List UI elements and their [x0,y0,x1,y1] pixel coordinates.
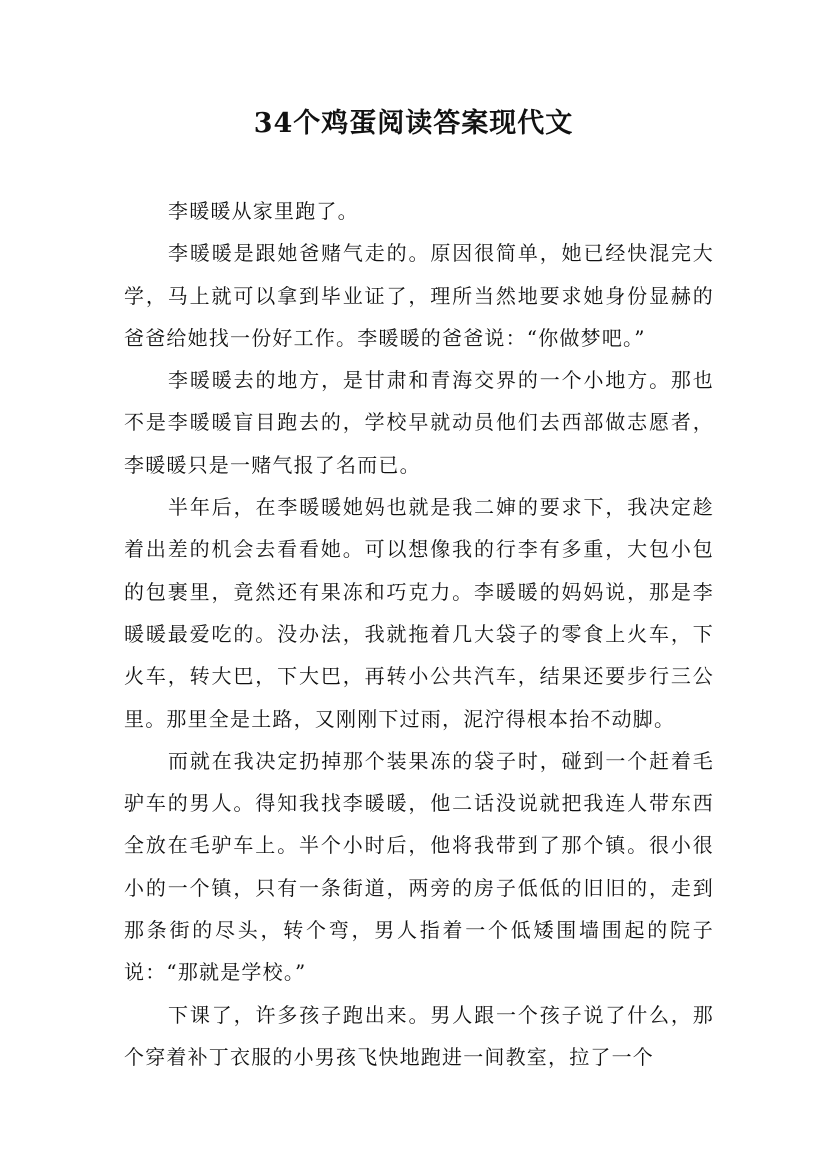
paragraph: 李暖暖从家里跑了。 [168,199,359,223]
paragraph: 半年后，在李暖暖她妈也就是我二婶的要求下，我决定趁着出差的机会去看看她。可以想像我的行李有多重，大包小包的包裹里，竟然还有果冻和巧克力。李暖暖的妈妈说，那是李暖暖最爱吃的。没办法，我就拖着几大袋子的零食上火车，下火车，转大巴，下大巴，再转小公共汽车，结果还要步行三公里。那里全是土路，又刚刚下过雨，泥泞得根本抬不动脚。 [124,495,714,731]
paragraph: 而就在我决定扔掉那个装果冻的袋子时，碰到一个赶着毛驴车的男人。得知我找李暖暖，他二话没说就把我连人带东西全放在毛驴车上。半个小时后，他将我带到了那个镇。很小很小的一个镇，只有一条街道，两旁的房子低低的旧旧的，走到那条街的尽头，转个弯，男人指着一个低矮围墙围起的院子说：“那就是学校。” [124,748,714,985]
paragraph: 下课了，许多孩子跑出来。男人跟一个孩子说了什么，那个穿着补丁衣服的小男孩飞快地跑进一间教室，拉了一个 [124,1002,714,1069]
document-title: 34个鸡蛋阅读答案现代文 [253,108,574,139]
article-body [124,190,714,1078]
paragraph: 李暖暖是跟她爸赌气走的。原因很简单，她已经快混完大学，马上就可以拿到毕业证了，理所当然地要求她身份显赫的爸爸给她找一份好工作。李暖暖的爸爸说：“你做梦吧。” [124,241,714,350]
paragraph: 李暖暖去的地方，是甘肃和青海交界的一个小地方。那也不是李暖暖盲目跑去的，学校早就动员他们去西部做志愿者，李暖暖只是一赌气报了名而已。 [124,368,714,477]
